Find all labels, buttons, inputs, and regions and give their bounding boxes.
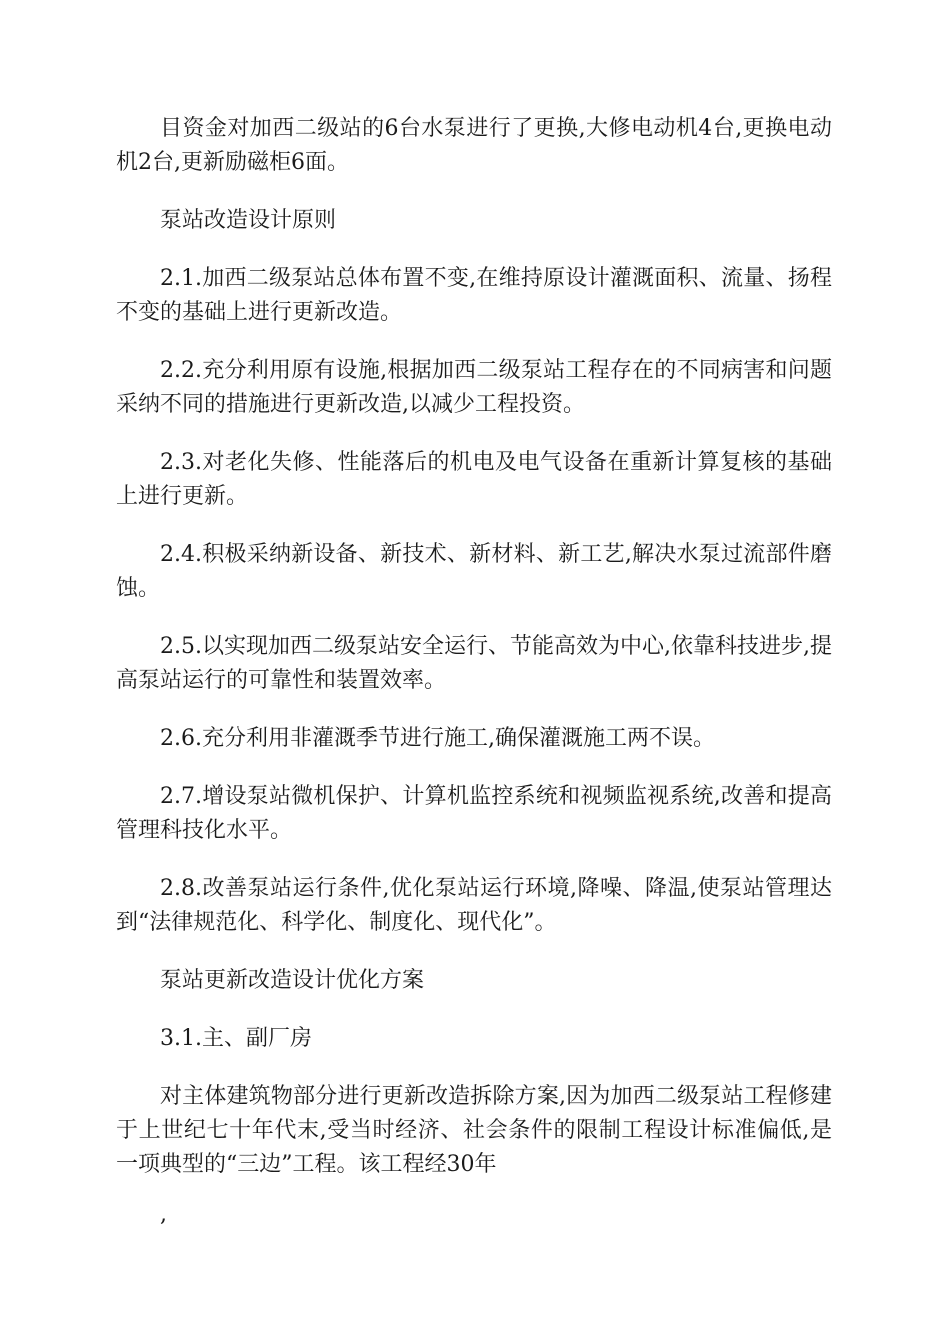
paragraph-2-3: 2.3.对老化失修、性能落后的机电及电气设备在重新计算复核的基础上进行更新。 — [116, 450, 832, 509]
paragraph-2-5: 2.5.以实现加西二级泵站安全运行、节能高效为中心,依靠科技进步,提高泵站运行的可靠性和装置效率。 — [116, 634, 832, 693]
paragraph-2-7: 2.7.增设泵站微机保护、计算机监控系统和视频监视系统,改善和提高管理科技化水平。 — [116, 784, 832, 843]
section-heading-optimization-plan: 泵站更新改造设计优化方案 — [160, 968, 425, 993]
paragraph-2-1: 2.1.加西二级泵站总体布置不变,在维持原设计灌溉面积、流量、扬程不变的基础上进行更新改造。 — [116, 266, 832, 325]
paragraph-2-2: 2.2.充分利用原有设施,根据加西二级泵站工程存在的不同病害和问题采纳不同的措施进行更新改造,以减少工程投资。 — [116, 358, 832, 417]
paragraph-2-4: 2.4.积极采纳新设备、新技术、新材料、新工艺,解决水泵过流部件磨蚀。 — [116, 542, 832, 601]
document-body — [116, 112, 832, 1206]
section-heading-design-principles: 泵站改造设计原则 — [160, 208, 337, 233]
subsection-heading-3-1: 3.1.主、副厂房 — [160, 1026, 312, 1051]
paragraph-intro: 目资金对加西二级站的6台水泵进行了更换,大修电动机4台,更换电动机2台,更新励磁柜6面。 — [116, 116, 832, 175]
paragraph-2-6: 2.6.充分利用非灌溉季节进行施工,确保灌溉施工两不误。 — [160, 726, 715, 751]
paragraph-2-8: 2.8.改善泵站运行条件,优化泵站运行环境,降噪、降温,使泵站管理达到“法律规范化、科学化、制度化、现代化”。 — [116, 876, 832, 935]
paragraph-3-1-body: 对主体建筑物部分进行更新改造拆除方案,因为加西二级泵站工程修建于上世纪七十年代末,受当时经济、社会条件的限制工程设计标准偏低,是一项典型的“三边”工程。该工程经30年 — [116, 1084, 832, 1177]
trailing-mark: , — [160, 1202, 167, 1227]
